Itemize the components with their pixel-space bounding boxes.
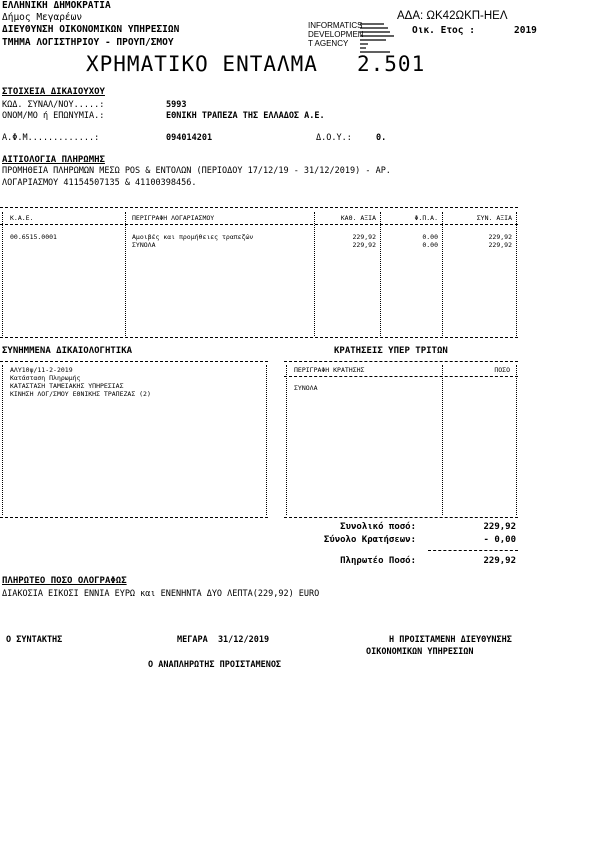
logo-smallprint-graphic — [360, 21, 398, 55]
logo-text-2: DEVELOPMEN — [308, 30, 364, 39]
withholdings-top-rule — [284, 361, 518, 362]
total-withholdings-label: Σύνολο Κρατήσεων: — [323, 535, 416, 545]
withholdings-mid-border — [442, 365, 443, 515]
list-item: ΚΙΝΗΣΗ ΛΟΓ/ΣΜΟΥ ΕΘΝΙΚΗΣ ΤΡΑΠΕΖΑΣ (2) — [10, 390, 151, 398]
list-item: ΚΑΤΑΣΤΑΣΗ ΤΑΜΕΙΑΚΗΣ ΥΠΗΡΕΣΙΑΣ — [10, 382, 124, 390]
row-description: ΣΥΝΟΛΑ — [132, 241, 156, 249]
withholdings-header-amount: ΠΟΣΟ — [494, 366, 510, 374]
beneficiary-section-title: ΣΤΟΙΧΕΙΑ ΔΙΚΑΙΟΥΧΟΥ — [2, 87, 105, 97]
table-col-border — [125, 212, 126, 336]
list-item: Κατάσταση Πληρωμής — [10, 374, 81, 382]
totals-rule — [428, 550, 518, 551]
row-vat: 0.00 — [422, 241, 438, 249]
documents-right-border — [266, 365, 267, 515]
withholdings-total-label: ΣΥΝΟΛΑ — [294, 384, 318, 392]
table-bottom-rule — [0, 337, 518, 338]
withholdings-section-title: ΚΡΑΤΗΣΕΙΣ ΥΠΕΡ ΤΡΙΤΩΝ — [334, 346, 448, 356]
header-vat: Φ.Π.Α. — [414, 214, 438, 222]
afm-label: Α.Φ.Μ.............: — [2, 133, 100, 143]
fiscal-year-label: Οικ. Ετος : — [412, 25, 475, 36]
table-col-border — [2, 212, 3, 336]
signature-place-date: ΜΕΓΑΡΑ 31/12/2019 — [177, 635, 270, 645]
header-net-value: ΚΑΘ. ΑΞΙΑ — [340, 214, 376, 222]
signature-head-title-2: ΟΙΚΟΝΟΜΙΚΩΝ ΥΠΗΡΕΣΙΩΝ — [366, 647, 474, 657]
header-kae: Κ.Α.Ε. — [10, 214, 34, 222]
logo-text-3: T AGENCY — [308, 39, 349, 48]
header-republic: ΕΛΛΗΝΙΚΗ ΔΗΜΟΚΡΑΤΙΑ — [2, 0, 111, 11]
total-amount: 229,92 — [483, 522, 516, 532]
row-vat: 0.00 — [422, 233, 438, 241]
row-total-value: 229,92 — [488, 241, 512, 249]
doy-value: 0. — [376, 133, 387, 143]
table-col-border — [314, 212, 315, 336]
header-directorate: ΔΙΕΥΘΥΝΣΗ ΟΙΚΟΝΟΜΙΚΩΝ ΥΠΗΡΕΣΙΩΝ — [2, 24, 180, 35]
fiscal-year: 2019 — [514, 25, 537, 36]
documents-bottom-rule — [0, 517, 268, 518]
row-kae: 00.6515.0001 — [10, 233, 57, 241]
justification-section-title: ΑΙΤΙΟΛΟΓΙΑ ΠΛΗΡΩΜΗΣ — [2, 155, 105, 165]
beneficiary-code-label: ΚΩΔ. ΣΥΝΑΛ/ΝΟΥ.....: — [2, 100, 105, 110]
row-total-value: 229,92 — [488, 233, 512, 241]
header-department: ΤΜΗΜΑ ΛΟΓΙΣΤΗΡΙΟΥ - ΠΡΟΥΠ/ΣΜΟΥ — [2, 37, 174, 48]
table-header-rule — [0, 224, 518, 225]
table-top-rule — [0, 207, 518, 208]
payable-amount-label: Πληρωτέο Ποσό: — [340, 556, 416, 566]
table-col-border — [380, 212, 381, 336]
withholdings-bottom-rule — [284, 517, 518, 518]
total-amount-label: Συνολικό ποσό: — [340, 522, 416, 532]
documents-section-title: ΣΥΝΗΜΜΕΝΑ ΔΙΚΑΙΟΛΟΓΗΤΙΚΑ — [2, 346, 133, 356]
withholdings-header-desc: ΠΕΡΙΓΡΑΦΗ ΚΡΑΤΗΣΗΣ — [294, 366, 365, 374]
withholdings-left-border — [286, 365, 287, 515]
afm-value: 094014201 — [166, 133, 213, 143]
withholdings-right-border — [516, 365, 517, 515]
beneficiary-name: ΕΘΝΙΚΗ ΤΡΑΠΕΖΑ ΤΗΣ ΕΛΛΑΔΟΣ Α.Ε. — [166, 111, 325, 121]
words-section-title: ΠΛΗΡΩΤΕΟ ΠΟΣΟ ΟΛΟΓΡΑΦΩΣ — [2, 576, 127, 586]
header-municipality: Δήμος Μεγαρέων — [2, 12, 83, 23]
beneficiary-name-label: ΟΝΟΜ/ΜΟ ή ΕΠΩΝΥΜΙΑ.: — [2, 111, 105, 121]
header-description: ΠΕΡΙΓΡΑΦΗ ΛΟΓΑΡΙΑΣΜΟΥ — [132, 214, 215, 222]
signature-deputy: Ο ΑΝΑΠΛΗΡΩΤΗΣ ΠΡΟΙΣΤΑΜΕΝΟΣ — [148, 660, 282, 670]
amount-in-words: ΔΙΑΚΟΣΙΑ ΕΙΚΟΣΙ ΕΝΝΙΑ ΕΥΡΩ και ΕΝΕΝΗΝΤΑ ΔΥΟ ΛΕΠΤΑ(229,92) EURO — [2, 589, 320, 599]
logo-text-1: INFORMATICS — [308, 21, 363, 30]
row-description: Αμοιβές και προμήθειες τραπεζών — [132, 233, 254, 241]
justification-line-1: ΠΡΟΜΗΘΕΙΑ ΠΛΗΡΩΜΩΝ ΜΕΣΩ POS & ΕΝΤΟΛΩΝ (ΠΕΡΙΟΔΟΥ 17/12/19 - 31/12/2019) - ΑΡ. — [2, 166, 391, 176]
doy-label: Δ.Ο.Υ.: — [316, 133, 352, 143]
justification-line-2: ΛΟΓΑΡΙΑΣΜΟΥ 41154507135 & 41100398456. — [2, 178, 197, 188]
signature-head-title-1: Η ΠΡΟΙΣΤΑΜΕΝΗ ΔΙΕΥΘΥΝΣΗΣ — [389, 635, 512, 645]
documents-left-border — [2, 365, 3, 515]
total-withholdings: - 0,00 — [483, 535, 516, 545]
document-title: ΧΡΗΜΑΤΙΚΟ ΕΝΤΑΛΜΑ — [86, 52, 318, 76]
payable-amount: 229,92 — [483, 556, 516, 566]
row-net-value: 229,92 — [352, 233, 376, 241]
ada-code: ΑΔΑ: ΩΚ42ΩΚΠ-ΗΕΛ — [397, 10, 508, 22]
withholdings-header-rule — [284, 376, 518, 377]
beneficiary-code: 5993 — [166, 100, 187, 110]
header-total-value: ΣΥΝ. ΑΞΙΑ — [476, 214, 512, 222]
document-number: 2.501 — [357, 52, 426, 76]
documents-top-rule — [0, 361, 268, 362]
row-net-value: 229,92 — [352, 241, 376, 249]
table-col-border — [516, 212, 517, 336]
list-item: ΑΛΥ10ψ/11-2-2019 — [10, 366, 73, 374]
signature-author: Ο ΣΥΝΤΑΚΤΗΣ — [6, 635, 63, 645]
table-col-border — [442, 212, 443, 336]
